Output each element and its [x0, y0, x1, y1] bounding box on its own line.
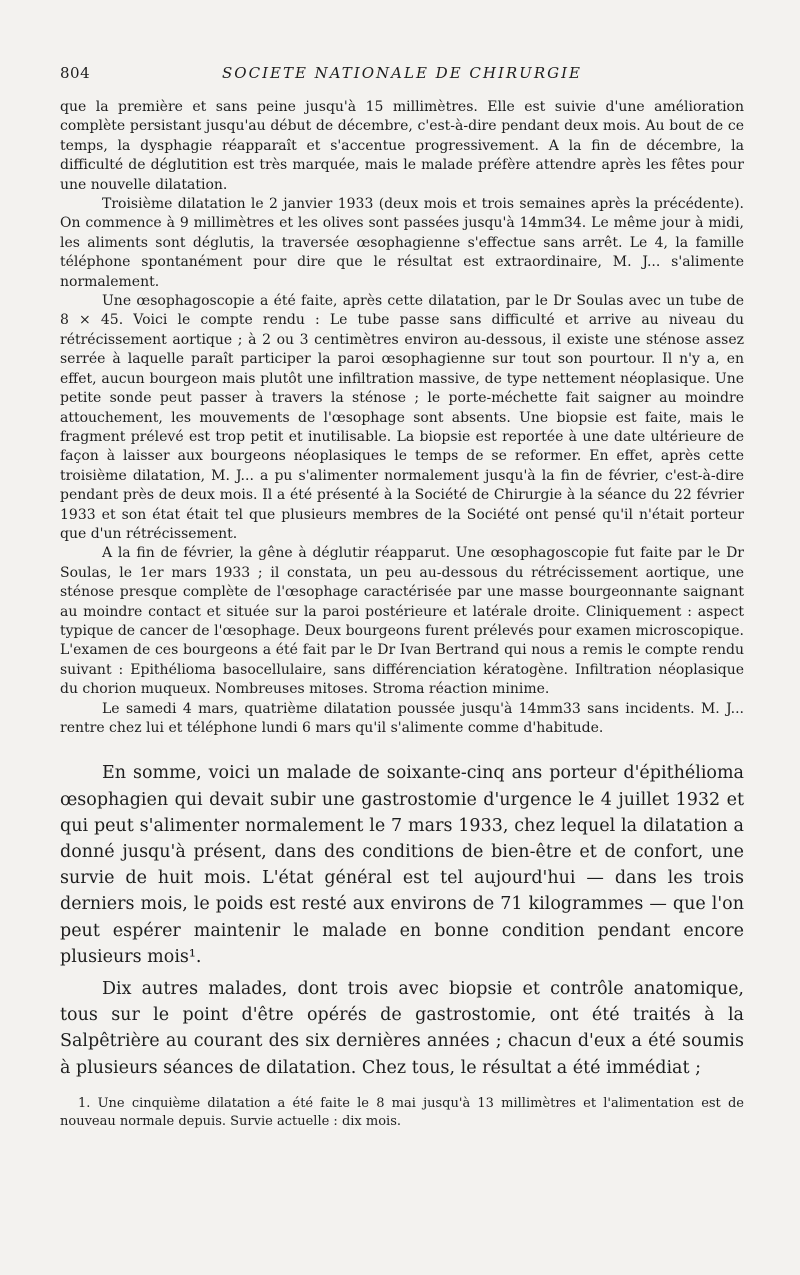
- page-body: [60, 98, 744, 1131]
- paragraph: que la première et sans peine jusqu'à 15 millimètres. Elle est suivie d'une amélioration complète persistant jusqu'au début de décembre, c'est-à-dire pendant deux mois. Au bout de ce temps, la dysphagie réapparaît et s'accentue progressivement. A la fin de décembre, la difficulté de déglutition est très marquée, mais le malade préfère attendre après les fêtes pour une nouvelle dilatation.: [60, 99, 744, 193]
- paragraph: Dix autres malades, dont trois avec biopsie et contrôle anatomique, tous sur le point d'être opérés de gastrostomie, ont été traités à la Salpêtrière au courant des six dernières années ; chacun d'eux a été soumis à plusieurs séances de dilatation. Chez tous, le résultat a été immédiat ;: [60, 979, 744, 1078]
- footnote: [60, 1095, 744, 1131]
- paragraph: Troisième dilatation le 2 janvier 1933 (deux mois et trois semaines après la précédente). On commence à 9 millimètres et les olives sont passées jusqu'à 14mm34. Le même jour à midi, les aliments sont déglutis, la traversée œsophagienne s'effectue sans arrêt. Le 4, la famille téléphone spontanément pour dire que le résultat est extraordinaire, M. J... s'alimente normalement.: [60, 196, 744, 290]
- running-title: SOCIETE NATIONALE DE CHIRURGIE: [222, 64, 582, 82]
- page-number: 804: [60, 64, 91, 82]
- paragraph: Le samedi 4 mars, quatrième dilatation poussée jusqu'à 14mm33 sans incidents. M. J... rentre chez lui et téléphone lundi 6 mars qu'il s'alimente comme d'habitude.: [60, 700, 744, 736]
- case-report: [60, 98, 744, 738]
- footnote-text: 1. Une cinquième dilatation a été faite le 8 mai jusqu'à 13 millimètres et l'alimentation est de nouveau normale depuis. Survie actuelle : dix mois.: [60, 1095, 744, 1129]
- paragraph: Une œsophagoscopie a été faite, après cette dilatation, par le Dr Soulas avec un tube de 8 × 45. Voici le compte rendu : Le tube passe sans difficulté et arrive au niveau du rétrécissement aortique ; à 2 ou 3 centimètres environ au-dessous, il existe une sténose assez serrée à laquelle paraît participer la paroi œsophagienne sur tout son pourtour. Il n'y a, en effet, aucun bourgeon mais plutôt une infiltration massive, de type nettement néoplasique. Une petite sonde peut passer à travers la sténose ; le porte-méchette fait saigner au moindre attouchement, les mouvements de l'œsophage sont absents. Une biopsie est faite, mais le fragment prélevé est trop petit et inutilisable. La biopsie est reportée à une date ultérieure de façon à laisser aux bourgeons néoplasiques le temps de se reformer. En effet, après cette troisième dilatation, M. J... a pu s'alimenter normalement jusqu'à la fin de février, c'est-à-dire pendant près de deux mois. Il a été présenté à la Société de Chirurgie à la séance du 22 février 1933 et son état était tel que plusieurs membres de la Société ont pensé qu'il n'était porteur que d'un rétrécissement.: [60, 293, 744, 542]
- main-text: [60, 760, 744, 1080]
- page-header: [60, 64, 744, 86]
- paragraph: En somme, voici un malade de soixante-cinq ans porteur d'épithélioma œsophagien qui devait subir une gastrostomie d'urgence le 4 juillet 1932 et qui peut s'alimenter normalement le 7 mars 1933, chez lequel la dilatation a donné jusqu'à présent, dans des conditions de bien-être et de confort, une survie de huit mois. L'état général est tel aujourd'hui — dans les trois derniers mois, le poids est resté aux environs de 71 kilogrammes — que l'on peut espérer maintenir le malade en bonne condition pendant encore plusieurs mois¹.: [60, 763, 744, 967]
- paragraph: A la fin de février, la gêne à déglutir réapparut. Une œsophagoscopie fut faite par le Dr Soulas, le 1er mars 1933 ; il constata, un peu au-dessous du rétrécissement aortique, une sténose presque complète de l'œsophage caractérisée par une masse bourgeonnante saignant au moindre contact et située sur la paroi postérieure et latérale droite. Cliniquement : aspect typique de cancer de l'œsophage. Deux bourgeons furent prélevés pour examen microscopique. L'examen de ces bourgeons a été fait par le Dr Ivan Bertrand qui nous a remis le compte rendu suivant : Epithélioma basocellulaire, sans différenciation kératogène. Infiltration néoplasique du chorion muqueux. Nombreuses mitoses. Stroma réaction minime.: [60, 545, 744, 698]
